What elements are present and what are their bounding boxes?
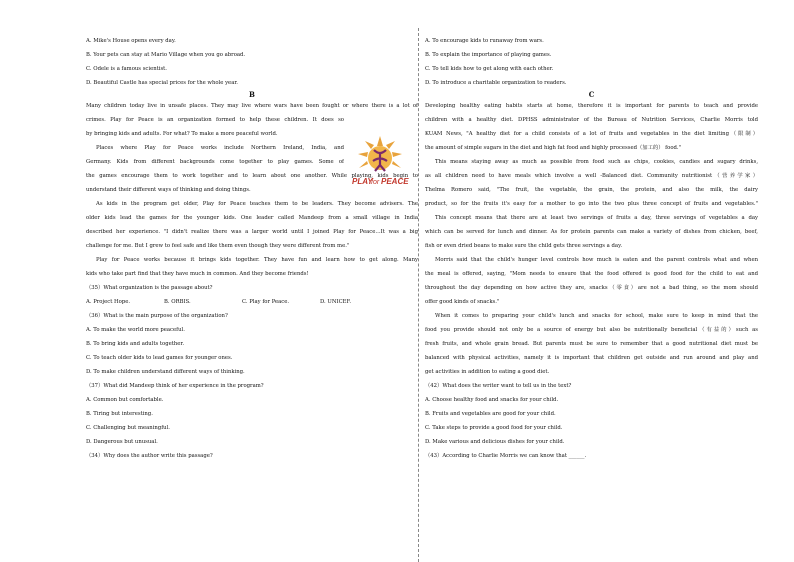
option-line: D. Beautiful Castle has special prices for the whole year. (86, 80, 238, 86)
passage-line: kids who take part find that they have much in common. And they become friends! (86, 271, 309, 277)
passage-line: get activities in addition to eating a good diet. (425, 369, 550, 375)
passage-line: challenge for me. But I grew to feel safe and like them even though they were different from me." (86, 243, 350, 249)
passage-line: described her experience. "I didn't realize there was a larger world until I joined Play for Peace…It was a big (86, 229, 418, 235)
passage-line: offer good kinds of snacks." (425, 299, 500, 305)
question-42: （42）What does the writer want to tell us in the text? (425, 383, 572, 389)
passage-line: Places where Play for Peace works include Northern Ireland, India, and (96, 145, 344, 151)
option-line: D. Dangerous but unusual. (86, 439, 158, 445)
option-line: B. Tiring but interesting. (86, 411, 153, 417)
passage-line: This concept means that there are at least two servings of fruits a day, three servings of vegetables a day (435, 215, 758, 221)
passage-line: the games encourage them to work together and to learn about one another. While playing, kids begin to (86, 173, 418, 179)
option-line: A. Mike's House opens every day. (86, 38, 176, 44)
passage-line: This means staying away as much as possible from food such as chips, cookies, candies and sugary drinks, (435, 159, 758, 165)
play-for-peace-logo (351, 134, 409, 188)
option-line: C. To tell kids how to get along with each other. (425, 66, 554, 72)
logo-text-for: for (371, 179, 380, 186)
passage-line: Developing healthy eating habits starts at home, therefore it is important for parents to teach and provide (425, 103, 758, 109)
option-c: C. Play for Peace. (242, 299, 290, 305)
sun-figure-icon (351, 134, 409, 188)
option-line: D. To make children understand different ways of thinking. (86, 369, 245, 375)
option-line: C. Challenging but meaningful. (86, 425, 170, 431)
passage-line: understand their different ways of thinking and doing things. (86, 187, 251, 193)
passage-line: as all children need to have meals which involve a well -Balanced diet. Community nutritionist（营养学家） (425, 173, 758, 179)
passage-line: KUAM News, "A healthy diet for a child consists of a lot of fruits and vegetables in the diet limiting（限制） (425, 131, 758, 137)
passage-line: fish or even dried beans to make sure the child gets three servings a day. (425, 243, 623, 249)
option-line: B. Your pets can stay at Mario Village when you go abroad. (86, 52, 246, 58)
option-b: B. ORBIS. (164, 299, 191, 305)
passage-line: the amount of simple sugars in the diet and high fat food and highly processed（加工的） food." (425, 145, 682, 151)
passage-line: throughout the day depending on how active they are, snacks（零食）are not a bad thing, so the mom should (425, 285, 758, 291)
passage-line: Play for Peace works because it brings kids together. They have fun and learn how to get along. Many (96, 257, 418, 263)
left-column (86, 36, 418, 461)
logo-text-play: PLAY (352, 177, 373, 186)
passage-line: Thelma Romero said, "The fruit, the vegetable, the grain, the protein, and also the milk, the dairy (425, 187, 758, 193)
passage-line: fresh fruits, and whole grain bread. But parents must be sure to remember that a good nutritional diet must be (425, 341, 758, 347)
option-d: D. UNICEF. (320, 299, 352, 305)
option-line: A. Common but comfortable. (86, 397, 164, 403)
option-line: B. To bring kids and adults together. (86, 341, 185, 347)
option-line: B. To explain the importance of playing games. (425, 52, 552, 58)
section-heading-b: B (249, 90, 255, 99)
passage-line: balanced with physical activities, namely it is important that children get outside and run around and play and (425, 355, 758, 361)
section-heading-c: C (588, 90, 595, 99)
right-column (425, 36, 758, 461)
passage-line: by bringing kids and adults. For what? To make a more peaceful world. (86, 131, 278, 137)
passage-line: older kids lead the games for the younger kids. One leader called Mandeep from a small village in India (86, 215, 418, 221)
passage-line: the meal is offered, saying, "Mom needs to ensure that the food offered is good food for the child to eat and (425, 271, 758, 277)
option-line: A. To encourage kids to runaway from wars. (425, 38, 544, 44)
passage-line: crimes. Play for Peace is an organization formed to help these children. It does so (86, 117, 344, 123)
option-line: D. Make various and delicious dishes for your child. (425, 439, 565, 445)
question-34: （34）Why does the author write this passage? (86, 453, 213, 459)
option-line: A. Choose healthy food and snacks for your child. (425, 397, 559, 403)
option-line: D. To introduce a charitable organization to readers. (425, 80, 567, 86)
passage-line: food you provide should not only be a source of energy but also be nutritionally beneficial（有益的）such as (425, 327, 758, 333)
logo-text-peace: PEACE (381, 177, 409, 186)
passage-line: As kids in the program get older, Play for Peace teaches them to be leaders. They become advisers. The (96, 201, 418, 207)
option-line: B. Fruits and vegetables are good for your child. (425, 411, 556, 417)
passage-line: When it comes to preparing your child's lunch and snacks for school, make sure to keep in mind that the (435, 313, 758, 319)
passage-line: product, so for the fruits it's easy for a mother to go into the two plus three concept of fruits and vegetables." (425, 201, 758, 207)
question-35-options (86, 297, 418, 307)
passage-line: Germany. Kids from different backgrounds come together to play games. Some of (86, 159, 344, 165)
question-43: （43）According to Charlie Morris we can know that ______. (425, 453, 587, 459)
column-divider (418, 28, 419, 562)
passage-line: Morris said that the child's hunger level controls how much is eaten and the parent controls what and when (435, 257, 758, 263)
option-line: A. To make the world more peaceful. (86, 327, 185, 333)
option-line: C. Odele is a famous scientist. (86, 66, 167, 72)
passage-line: Many children today live in unsafe places. They may live where wars have been fought or where there is a lot of (86, 103, 418, 109)
question-37: （37）What did Mandeep think of her experience in the program? (86, 383, 264, 389)
option-a: A. Project Hope. (86, 299, 131, 305)
option-line: C. To teach older kids to lead games for younger ones. (86, 355, 233, 361)
option-line: C. Take steps to provide a good food for your child. (425, 425, 563, 431)
passage-line: which can be served for lunch and dinner. As for protein parents can make a variety of dishes from chicken, beef, (425, 229, 758, 235)
passage-line: children with a healthy diet. DPHSS administrator of the Bureau of Nutrition Services, Charlie Morris told (425, 117, 758, 123)
question-35: （35）What organization is the passage about? (86, 285, 213, 291)
question-36: （36）What is the main purpose of the organization? (86, 313, 228, 319)
